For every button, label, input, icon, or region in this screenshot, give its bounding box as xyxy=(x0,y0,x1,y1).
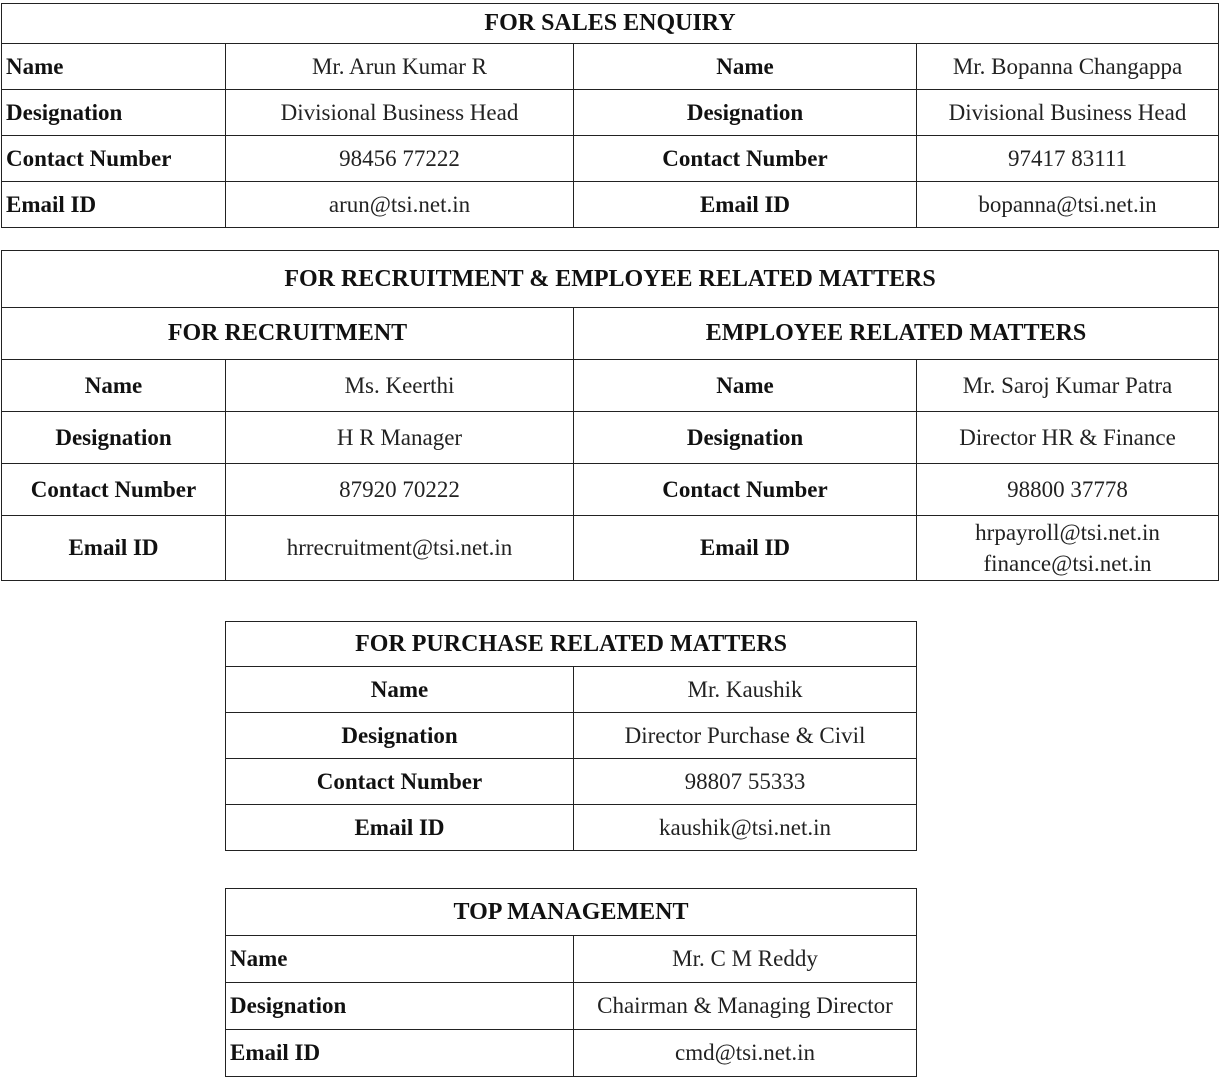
recruitment-left-contact: 87920 70222 xyxy=(226,464,574,516)
purchase-contact: 98807 55333 xyxy=(574,759,917,805)
purchase-name: Mr. Kaushik xyxy=(574,667,917,713)
hrpayroll-email[interactable]: hrpayroll@tsi.net.in xyxy=(975,519,1160,545)
purchase-email-label: Email ID xyxy=(226,805,574,851)
sales-name-label: Name xyxy=(2,44,226,90)
sales-right-contact: 97417 83111 xyxy=(917,136,1219,182)
sales-left-email[interactable]: arun@tsi.net.in xyxy=(226,182,574,228)
recruitment-contact-label-right: Contact Number xyxy=(574,464,917,516)
purchase-name-label: Name xyxy=(226,667,574,713)
sales-email-label-right: Email ID xyxy=(574,182,917,228)
recruitment-contact-label: Contact Number xyxy=(2,464,226,516)
management-email-label: Email ID xyxy=(226,1030,574,1077)
recruitment-employee-table xyxy=(1,250,1219,581)
sales-right-email[interactable]: bopanna@tsi.net.in xyxy=(917,182,1219,228)
purchase-designation: Director Purchase & Civil xyxy=(574,713,917,759)
sales-email-label: Email ID xyxy=(2,182,226,228)
recruitment-right-contact: 98800 37778 xyxy=(917,464,1219,516)
recruitment-email-label: Email ID xyxy=(2,516,226,581)
recruitment-designation-label-right: Designation xyxy=(574,412,917,464)
finance-email[interactable]: finance@tsi.net.in xyxy=(983,551,1152,576)
recruitment-employee-title: FOR RECRUITMENT & EMPLOYEE RELATED MATTERS xyxy=(2,251,1219,308)
management-designation-label: Designation xyxy=(226,983,574,1030)
purchase-title: FOR PURCHASE RELATED MATTERS xyxy=(226,622,917,667)
purchase-contact-label: Contact Number xyxy=(226,759,574,805)
sales-right-name: Mr. Bopanna Changappa xyxy=(917,44,1219,90)
sales-name-label-right: Name xyxy=(574,44,917,90)
sales-enquiry-title: FOR SALES ENQUIRY xyxy=(2,4,1219,44)
recruitment-designation-label: Designation xyxy=(2,412,226,464)
management-name: Mr. C M Reddy xyxy=(574,936,917,983)
recruitment-left-name: Ms. Keerthi xyxy=(226,360,574,412)
management-designation: Chairman & Managing Director xyxy=(574,983,917,1030)
recruitment-right-emails xyxy=(917,516,1219,581)
recruitment-heading: FOR RECRUITMENT xyxy=(2,308,574,360)
sales-contact-label-right: Contact Number xyxy=(574,136,917,182)
sales-enquiry-table xyxy=(1,3,1219,228)
sales-designation-label: Designation xyxy=(2,90,226,136)
recruitment-name-label-right: Name xyxy=(574,360,917,412)
purchase-email[interactable]: kaushik@tsi.net.in xyxy=(574,805,917,851)
management-name-label: Name xyxy=(226,936,574,983)
sales-contact-label: Contact Number xyxy=(2,136,226,182)
top-management-title: TOP MANAGEMENT xyxy=(226,889,917,936)
sales-right-designation: Divisional Business Head xyxy=(917,90,1219,136)
recruitment-right-name: Mr. Saroj Kumar Patra xyxy=(917,360,1219,412)
recruitment-email-label-right: Email ID xyxy=(574,516,917,581)
sales-left-designation: Divisional Business Head xyxy=(226,90,574,136)
top-management-table xyxy=(225,888,917,1077)
recruitment-left-designation: H R Manager xyxy=(226,412,574,464)
purchase-designation-label: Designation xyxy=(226,713,574,759)
purchase-table xyxy=(225,621,917,851)
recruitment-name-label: Name xyxy=(2,360,226,412)
employee-matters-heading: EMPLOYEE RELATED MATTERS xyxy=(574,308,1219,360)
recruitment-left-email[interactable]: hrrecruitment@tsi.net.in xyxy=(226,516,574,581)
management-email[interactable]: cmd@tsi.net.in xyxy=(574,1030,917,1077)
sales-left-name: Mr. Arun Kumar R xyxy=(226,44,574,90)
sales-designation-label-right: Designation xyxy=(574,90,917,136)
recruitment-right-designation: Director HR & Finance xyxy=(917,412,1219,464)
sales-left-contact: 98456 77222 xyxy=(226,136,574,182)
